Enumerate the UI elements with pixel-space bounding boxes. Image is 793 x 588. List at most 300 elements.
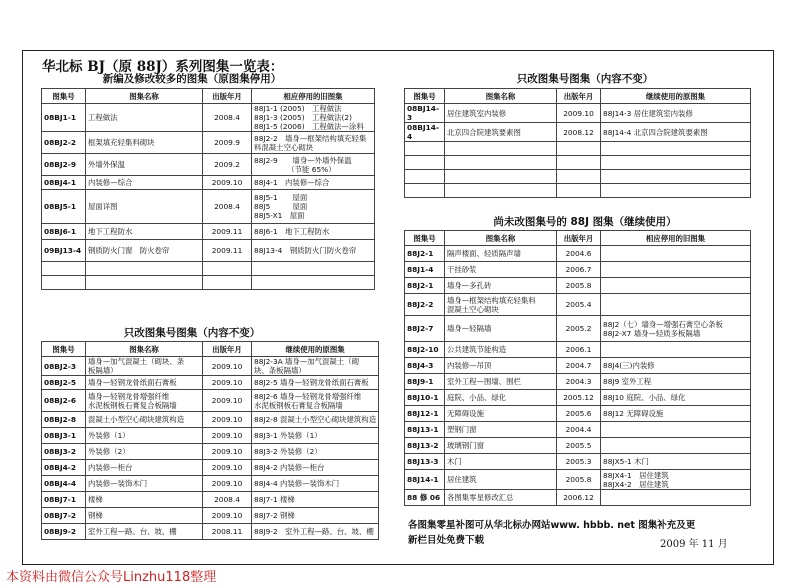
cell-code: 88 修 06 xyxy=(405,490,445,506)
cell-name xyxy=(445,156,557,170)
cell-old xyxy=(252,357,379,376)
cell-line: 88J7-1 楼梯 xyxy=(254,495,295,504)
cell-line: 北京四合院建筑要素图 xyxy=(447,127,521,137)
header-name: 图集名称 xyxy=(445,231,557,246)
cell-line: 公共建筑节能构造 xyxy=(447,345,507,354)
table-row xyxy=(405,246,751,262)
cell-line: 88J4-4 内装修—装饰木门 xyxy=(254,479,340,488)
header-code: 图集号 xyxy=(42,89,86,104)
cell-date: 2005.8 xyxy=(557,278,601,294)
cell-name xyxy=(86,176,203,190)
cell-date: 2009.10 xyxy=(557,104,601,123)
cell-date: 2005.4 xyxy=(557,294,601,316)
cell-line: 墙身—轻钢龙骨纸面石膏板 xyxy=(88,378,177,387)
table-row xyxy=(42,154,375,176)
cell-name xyxy=(86,224,203,240)
cell-name xyxy=(445,262,557,278)
cell-old xyxy=(601,438,751,454)
table-row xyxy=(405,358,751,374)
table-row xyxy=(405,156,751,170)
cell-line: 88J2-3A 墙身—加气混凝土（砌 xyxy=(254,357,359,366)
cell-old xyxy=(601,374,751,390)
header-old: 相应停用的旧图集 xyxy=(601,231,751,246)
cell-line: 外装修（2） xyxy=(88,447,130,456)
table-row xyxy=(405,262,751,278)
cell-date: 2004.6 xyxy=(557,246,601,262)
watermark-text: 本资料由微信公众号Linzhu118整理 xyxy=(6,570,217,585)
cell-date: 2004.4 xyxy=(557,422,601,438)
cell-name xyxy=(86,104,203,132)
cell-old xyxy=(252,492,379,508)
cell-line: 88J6-1 地下工程防水 xyxy=(254,227,330,236)
cell-line: 隔声楼面、轻质隔声墙 xyxy=(447,249,521,258)
cell-line: 88J4(三)内装修 xyxy=(603,361,655,370)
cell-name xyxy=(445,470,557,490)
cell-date: 2005.2 xyxy=(557,316,601,342)
cell-code: 08BJ2-9 xyxy=(42,154,86,176)
cell-line: 水泥板钢板石膏复合板隔墙 xyxy=(88,400,177,410)
cell-code xyxy=(405,184,445,198)
header-date: 出版年月 xyxy=(203,342,252,357)
cell-line: 外墙外保温 xyxy=(88,160,125,169)
cell-name xyxy=(86,154,203,176)
cell-line: 88J13-4 钢质防火门防火卷帘 xyxy=(254,246,357,255)
cell-line: 墙身—多孔砖 xyxy=(447,281,492,290)
cell-date: 2009.10 xyxy=(203,428,252,444)
cell-line: 室外工程—路、台、坡、棚 xyxy=(88,527,177,536)
cell-old xyxy=(601,358,751,374)
table-new-atlases xyxy=(41,88,375,290)
cell-line: 88J2-X7 墙身—轻质多板隔墙 xyxy=(603,328,701,338)
cell-line: 88J3-2 外装修（2） xyxy=(254,447,322,456)
cell-code: 88J14-1 xyxy=(405,470,445,490)
footer-date: 2009 年 11 月 xyxy=(660,539,728,550)
cell-code: 08BJ4-4 xyxy=(42,476,86,492)
cell-line: 混凝土空心砌块 xyxy=(447,304,499,314)
cell-code: 88J2-10 xyxy=(405,342,445,358)
cell-line: 各图集零星修改汇总 xyxy=(447,493,514,502)
cell-line: 88J4-2 内装修—柜台 xyxy=(254,463,325,472)
table-row xyxy=(42,190,375,224)
header-continued: 继续使用的原图集 xyxy=(252,342,379,357)
cell-old xyxy=(252,460,379,476)
table-row xyxy=(42,492,379,508)
header-name: 图集名称 xyxy=(445,89,557,104)
cell-old xyxy=(252,524,379,540)
cell-old xyxy=(601,454,751,470)
table-row xyxy=(405,316,751,342)
cell-old xyxy=(252,262,375,276)
cell-line: 88J2-2 墙身—框架结构填充轻集 xyxy=(254,133,367,143)
table-row xyxy=(405,123,751,142)
cell-line: 块、条板隔墙） xyxy=(254,366,306,375)
cell-date xyxy=(203,276,252,290)
cell-line: 88J4-1 内装修—综合 xyxy=(254,178,330,187)
table-renamed-atlases xyxy=(41,341,379,540)
cell-date: 2009.10 xyxy=(203,508,252,524)
cell-line: 居住建筑室内装修 xyxy=(447,108,507,118)
cell-date: 2005.3 xyxy=(557,454,601,470)
cell-line: 居住建筑 xyxy=(447,475,477,484)
cell-name xyxy=(445,454,557,470)
cell-date: 2009.10 xyxy=(203,412,252,428)
cell-line: 88J12 无障碍设施 xyxy=(603,409,664,418)
cell-old xyxy=(601,278,751,294)
cell-old xyxy=(252,104,375,132)
cell-code: 88J2-1 xyxy=(405,278,445,294)
cell-date: 2006.7 xyxy=(557,262,601,278)
header-date: 出版年月 xyxy=(203,89,252,104)
cell-code: 88J10-1 xyxy=(405,390,445,406)
cell-code: 08BJ14-4 xyxy=(405,123,445,142)
cell-line: 内装修—综合 xyxy=(88,178,133,187)
cell-date: 2009.10 xyxy=(203,476,252,492)
cell-name xyxy=(445,358,557,374)
cell-line: 墙身—框架结构填充轻集料 xyxy=(447,295,536,305)
cell-line: 88JX5-1 木门 xyxy=(603,457,649,466)
table-row xyxy=(42,376,379,390)
header-continued: 继续使用的原图集 xyxy=(601,89,751,104)
header-code: 图集号 xyxy=(405,89,445,104)
cell-line: 钢梯 xyxy=(88,511,103,520)
cell-old xyxy=(601,342,751,358)
cell-name xyxy=(445,123,557,142)
cell-line: 塑钢门窗 xyxy=(447,425,477,434)
table-row xyxy=(405,142,751,156)
cell-code: 88J9-1 xyxy=(405,374,445,390)
table-row xyxy=(405,470,751,490)
cell-line: 玻璃钢门窗 xyxy=(447,441,484,450)
cell-name xyxy=(86,276,203,290)
table-unchanged-88j xyxy=(404,230,751,506)
table-row xyxy=(42,428,379,444)
cell-line: 料混凝土空心砌块 xyxy=(254,142,314,152)
cell-date: 2009.10 xyxy=(203,376,252,390)
cell-name xyxy=(86,460,203,476)
table-row xyxy=(405,294,751,316)
cell-name xyxy=(445,316,557,342)
cell-date xyxy=(203,262,252,276)
cell-old xyxy=(601,246,751,262)
table-row xyxy=(405,422,751,438)
cell-line: 88J14-4 北京四合院建筑要素图 xyxy=(603,127,708,137)
cell-code: 88J4-3 xyxy=(405,358,445,374)
cell-code xyxy=(405,170,445,184)
cell-old xyxy=(252,176,375,190)
cell-name xyxy=(445,490,557,506)
cell-code: 08BJ1-1 xyxy=(42,104,86,132)
cell-name xyxy=(445,278,557,294)
cell-line: 88J2-6 墙身—轻钢龙骨增强纤维 xyxy=(254,391,362,401)
cell-date xyxy=(557,170,601,184)
cell-date: 2009.2 xyxy=(203,154,252,176)
cell-code: 08BJ14-3 xyxy=(405,104,445,123)
header-name: 图集名称 xyxy=(86,89,203,104)
cell-line: 墙身—轻隔墙 xyxy=(447,324,492,333)
cell-date: 2009.9 xyxy=(203,132,252,154)
cell-code: 08BJ9-2 xyxy=(42,524,86,540)
cell-name xyxy=(86,524,203,540)
cell-line: 88J2-5 墙身—轻钢龙骨纸面石膏板 xyxy=(254,378,369,387)
cell-code: 88J1-4 xyxy=(405,262,445,278)
table-row xyxy=(42,262,375,276)
cell-line: 88J2-8 混凝土小型空心砌块建筑构造 xyxy=(254,415,377,424)
cell-name xyxy=(86,190,203,224)
header-date: 出版年月 xyxy=(557,231,601,246)
cell-line: 框架填充轻集料砌块 xyxy=(88,138,155,147)
cell-line: 88J5-X1 屋面 xyxy=(254,211,305,220)
cell-name xyxy=(86,428,203,444)
cell-line: 楼梯 xyxy=(88,495,103,504)
cell-old xyxy=(601,422,751,438)
cell-line: 内装修—柜台 xyxy=(88,463,133,472)
cell-old xyxy=(252,376,379,390)
cell-name xyxy=(86,132,203,154)
cell-name xyxy=(445,170,557,184)
cell-old xyxy=(601,156,751,170)
cell-line: 88J1-3 (2005) 工程做法(2) xyxy=(254,113,353,122)
cell-line: 内装修—吊顶 xyxy=(447,361,492,370)
cell-date: 2004.7 xyxy=(557,358,601,374)
section-title-new: 新编及修改较多的图集（原图集停用） xyxy=(102,73,282,85)
cell-old xyxy=(252,428,379,444)
cell-name xyxy=(86,508,203,524)
cell-date: 2009.11 xyxy=(203,240,252,262)
cell-line: 88J1-1 (2005) 工程做法 xyxy=(254,104,342,113)
cell-old xyxy=(252,190,375,224)
cell-line: 内装修—装饰木门 xyxy=(88,479,148,488)
table-row xyxy=(405,406,751,422)
cell-old xyxy=(601,294,751,316)
table-row xyxy=(42,444,379,460)
cell-date: 2008.12 xyxy=(557,123,601,142)
cell-code: 88J2-1 xyxy=(405,246,445,262)
cell-line: （节能 65%） xyxy=(254,164,336,174)
cell-name xyxy=(445,294,557,316)
cell-line: 88J5-1 屋面 xyxy=(254,193,308,202)
cell-code: 88J13-1 xyxy=(405,422,445,438)
cell-line: 混凝土小型空心砌块建筑构造 xyxy=(88,415,185,424)
cell-code: 08BJ4-2 xyxy=(42,460,86,476)
cell-old xyxy=(601,170,751,184)
cell-date: 2009.10 xyxy=(203,357,252,376)
cell-date: 2004.3 xyxy=(557,374,601,390)
cell-date xyxy=(557,142,601,156)
table-row xyxy=(42,224,375,240)
table-row xyxy=(42,104,375,132)
cell-code: 88J13-3 xyxy=(405,454,445,470)
cell-code xyxy=(42,276,86,290)
table-row xyxy=(42,132,375,154)
cell-name xyxy=(86,240,203,262)
cell-old xyxy=(252,224,375,240)
cell-line: 无障碍设施 xyxy=(447,409,484,418)
cell-line: 庭院、小品、绿化 xyxy=(447,393,507,402)
header-date: 出版年月 xyxy=(557,89,601,104)
cell-name xyxy=(86,492,203,508)
cell-line: 外装修（1） xyxy=(88,431,130,440)
cell-name xyxy=(86,262,203,276)
cell-date: 2009.10 xyxy=(203,460,252,476)
cell-name xyxy=(445,184,557,198)
cell-code: 08BJ2-3 xyxy=(42,357,86,376)
cell-date xyxy=(557,184,601,198)
cell-line: 88J9-2 室外工程—路、台、坡、棚 xyxy=(254,527,374,536)
table-row xyxy=(42,524,379,540)
table-row xyxy=(405,170,751,184)
table-row xyxy=(405,278,751,294)
cell-code: 88J2-2 xyxy=(405,294,445,316)
cell-code: 08BJ3-1 xyxy=(42,428,86,444)
cell-name xyxy=(445,374,557,390)
table-row xyxy=(405,342,751,358)
table-row xyxy=(42,412,379,428)
table-row xyxy=(42,240,375,262)
cell-code: 08BJ6-1 xyxy=(42,224,86,240)
cell-code: 08BJ2-5 xyxy=(42,376,86,390)
cell-code: 09BJ13-4 xyxy=(42,240,86,262)
cell-code: 08BJ2-6 xyxy=(42,390,86,412)
cell-date xyxy=(557,156,601,170)
cell-line: 88J1-5 (2006) 工程做法—涂料 xyxy=(254,122,364,131)
table-row xyxy=(42,390,379,412)
cell-date: 2008.4 xyxy=(203,190,252,224)
cell-name xyxy=(445,142,557,156)
cell-line: 墙身—轻钢龙骨增强纤维 xyxy=(88,391,170,401)
cell-old xyxy=(252,240,375,262)
cell-old xyxy=(601,470,751,490)
cell-date: 2005.6 xyxy=(557,406,601,422)
cell-line: 88J2（七）墙身—增强石膏空心条板 xyxy=(603,319,723,329)
cell-date: 2009.10 xyxy=(203,176,252,190)
cell-code: 08BJ2-8 xyxy=(42,412,86,428)
cell-date: 2005.5 xyxy=(557,438,601,454)
cell-line: 板隔墙） xyxy=(88,366,118,375)
cell-name xyxy=(445,342,557,358)
cell-name xyxy=(445,246,557,262)
cell-old xyxy=(601,184,751,198)
cell-code xyxy=(405,142,445,156)
table-row xyxy=(42,508,379,524)
cell-name xyxy=(86,476,203,492)
cell-old xyxy=(601,390,751,406)
cell-name xyxy=(86,376,203,390)
cell-line: 墙身—加气混凝土（砌块、条 xyxy=(88,357,185,366)
cell-line: 工程做法 xyxy=(88,113,118,122)
cell-date: 2009.11 xyxy=(203,224,252,240)
table-row xyxy=(405,490,751,506)
cell-code: 08BJ3-2 xyxy=(42,444,86,460)
cell-old xyxy=(601,142,751,156)
cell-code xyxy=(42,262,86,276)
cell-old xyxy=(252,476,379,492)
cell-code: 08BJ7-1 xyxy=(42,492,86,508)
table-row xyxy=(405,390,751,406)
cell-line: 88J14-3 居住建筑室内装修 xyxy=(603,108,693,118)
cell-name xyxy=(445,390,557,406)
cell-date: 2005.12 xyxy=(557,390,601,406)
cell-date: 2009.10 xyxy=(203,444,252,460)
cell-line: 钢质防火门窗 防火卷帘 xyxy=(88,246,170,255)
cell-name xyxy=(86,444,203,460)
cell-old xyxy=(252,154,375,176)
cell-code: 08BJ2-2 xyxy=(42,132,86,154)
cell-line: 水泥板钢板石膏复合板隔墙 xyxy=(254,400,343,410)
header-code: 图集号 xyxy=(42,342,86,357)
cell-line: 88J10 庭院、小品、绿化 xyxy=(603,393,686,402)
cell-old xyxy=(601,262,751,278)
cell-line: 干挂砂浆 xyxy=(447,265,477,274)
cell-line: 88J9 室外工程 xyxy=(603,377,652,386)
cell-name xyxy=(86,412,203,428)
cell-name xyxy=(445,406,557,422)
table-renamed-atlases-right xyxy=(404,88,751,198)
cell-line: 木门 xyxy=(447,457,462,466)
cell-old xyxy=(252,132,375,154)
cell-date: 2008.4 xyxy=(203,104,252,132)
table-row xyxy=(405,104,751,123)
cell-code: 08BJ5-1 xyxy=(42,190,86,224)
cell-old xyxy=(601,104,751,123)
cell-line: 地下工程防水 xyxy=(88,227,133,236)
table-row xyxy=(405,454,751,470)
cell-date: 2005.8 xyxy=(557,470,601,490)
cell-line: 88J7-2 钢梯 xyxy=(254,511,295,520)
table-row xyxy=(405,184,751,198)
cell-line: 88J3-1 外装修（1） xyxy=(254,431,322,440)
section-title-renamed: 只改图集号图集（内容不变） xyxy=(123,327,261,339)
cell-old xyxy=(601,123,751,142)
section-title-unchanged: 尚未改图集号的 88J 图集（继续使用） xyxy=(493,216,677,228)
cell-name xyxy=(86,390,203,412)
cell-old xyxy=(252,508,379,524)
table-row xyxy=(42,176,375,190)
cell-name xyxy=(445,104,557,123)
header-old: 相应停用的旧图集 xyxy=(252,89,375,104)
cell-line: 88JX4-1 居住建筑 xyxy=(603,470,669,480)
cell-old xyxy=(252,412,379,428)
cell-code: 08BJ4-1 xyxy=(42,176,86,190)
cell-date: 2009.10 xyxy=(203,390,252,412)
page-title: 华北标 BJ（原 88J）系列图集一览表： xyxy=(42,59,284,75)
table-row xyxy=(42,476,379,492)
cell-name xyxy=(445,422,557,438)
cell-code: 08BJ7-2 xyxy=(42,508,86,524)
cell-line: 室外工程—围墙、围栏 xyxy=(447,377,521,386)
cell-old xyxy=(601,406,751,422)
cell-old xyxy=(601,490,751,506)
table-row xyxy=(405,374,751,390)
cell-old xyxy=(252,390,379,412)
table-row xyxy=(42,276,375,290)
cell-old xyxy=(601,316,751,342)
footer-line-1: 各图集零星补图可从华北标办网站www. hbbb. net 图集补充及更 xyxy=(408,520,696,531)
cell-date: 2008.4 xyxy=(203,492,252,508)
cell-line: 屋面详图 xyxy=(88,202,118,211)
cell-code: 88J12-1 xyxy=(405,406,445,422)
footer-line-2: 新栏目处免费下载 xyxy=(408,535,485,546)
table-row xyxy=(405,438,751,454)
cell-old xyxy=(252,276,375,290)
cell-line: 88J2-9 墙身—外墙外保温 xyxy=(254,155,352,165)
header-code: 图集号 xyxy=(405,231,445,246)
cell-date: 2008.11 xyxy=(203,524,252,540)
header-name: 图集名称 xyxy=(86,342,203,357)
cell-code xyxy=(405,156,445,170)
section-title-renamed-right: 只改图集号图集（内容不变） xyxy=(516,73,654,85)
cell-date: 2006.1 xyxy=(557,342,601,358)
cell-name xyxy=(86,357,203,376)
